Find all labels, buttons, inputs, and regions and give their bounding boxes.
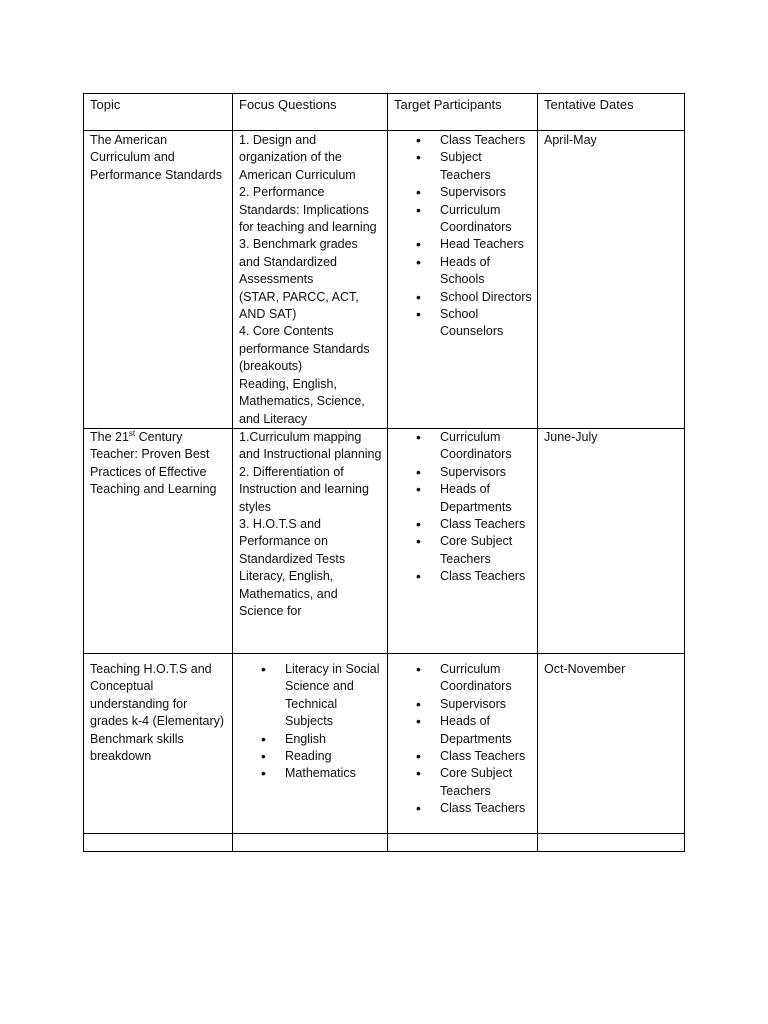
list-item: • Mathematics: [239, 765, 382, 782]
participants-list: [394, 661, 532, 818]
focus-cell: [233, 654, 388, 834]
list-item: • Class Teachers: [394, 568, 532, 585]
dates-text: June-July: [544, 430, 598, 444]
table-header-row: [84, 94, 685, 131]
list-item: • Subject Teachers: [394, 149, 532, 184]
topic-prefix: The 21: [90, 430, 129, 444]
list-item: • Supervisors: [394, 464, 532, 481]
empty-cell: [538, 834, 685, 852]
list-item: • School Directors: [394, 289, 532, 306]
focus-list: [239, 661, 382, 783]
table-row: [84, 429, 685, 654]
focus-line: 2. Performance Standards: Implications for teaching and learning: [239, 185, 377, 235]
list-item: • School Counselors: [394, 306, 532, 341]
dates-cell: [538, 131, 685, 429]
list-item: • Curriculum Coordinators: [394, 661, 532, 696]
topic-line: grades k-4 (Elementary): [90, 714, 225, 729]
header-focus-questions: Focus Questions: [239, 97, 337, 112]
focus-line: 3. Benchmark grades and Standardized Assessments: [239, 237, 358, 287]
empty-row: [84, 834, 685, 852]
dates-cell: [538, 654, 685, 834]
list-item: • Curriculum Coordinators: [394, 202, 532, 237]
list-item: • Reading: [239, 748, 382, 765]
focus-line: 2. Differentiation of Instruction and learning styles: [239, 464, 369, 514]
focus-line: 4. Core Contents performance Standards (breakouts): [239, 324, 370, 374]
list-item: • Heads of Schools: [394, 254, 532, 289]
topic-line: Benchmark skills breakdown: [90, 731, 184, 764]
focus-line: 1. Design and organization of the American Curriculum: [239, 133, 356, 182]
list-item: • Heads of Departments: [394, 481, 532, 516]
participants-cell: [388, 654, 538, 834]
header-cell: [388, 94, 538, 131]
list-item: • Literacy in Social Science and Technical Subjects: [239, 661, 382, 731]
participants-cell: [388, 131, 538, 429]
list-item: • Core Subject Teachers: [394, 533, 532, 568]
topic-superscript: st: [128, 428, 136, 438]
topic-line: Teaching H.O.T.S and Conceptual understanding for: [90, 662, 212, 711]
empty-cell: [388, 834, 538, 852]
header-cell: [538, 94, 685, 131]
header-topic: Topic: [90, 97, 121, 112]
table-row: [84, 654, 685, 834]
topic-cell: [84, 131, 233, 429]
list-item: • Class Teachers: [394, 748, 532, 765]
header-tentative-dates: Tentative Dates: [544, 97, 634, 112]
participants-list: [394, 132, 532, 341]
list-item: • Class Teachers: [394, 516, 532, 533]
topic-text: The American Curriculum and Performance Standards: [90, 133, 223, 182]
list-item: • Core Subject Teachers: [394, 765, 532, 800]
focus-line: Reading, English, Mathematics, Science, and Literacy: [239, 376, 365, 426]
header-cell: [84, 94, 233, 131]
dates-cell: [538, 429, 685, 654]
list-item: • Class Teachers: [394, 132, 532, 149]
list-item: • Heads of Departments: [394, 713, 532, 748]
topic-cell: [84, 654, 233, 834]
participants-cell: [388, 429, 538, 654]
dates-text: April-May: [544, 133, 597, 147]
list-item: • English: [239, 731, 382, 748]
list-item: • Head Teachers: [394, 236, 532, 253]
empty-cell: [84, 834, 233, 852]
focus-cell: [233, 429, 388, 654]
list-item: • Supervisors: [394, 696, 532, 713]
focus-line: (STAR, PARCC, ACT, AND SAT): [239, 289, 359, 322]
header-target-participants: Target Participants: [394, 97, 502, 112]
list-item: • Supervisors: [394, 184, 532, 201]
dates-text: Oct-November: [544, 662, 626, 676]
focus-cell: [233, 131, 388, 429]
focus-line: 1.Curriculum mapping and Instructional planning: [239, 430, 382, 462]
header-cell: [233, 94, 388, 131]
topic-cell: [84, 429, 233, 654]
focus-line: 3. H.O.T.S and Performance on Standardized Tests Literacy, English, Mathematics, and Science for: [239, 517, 346, 619]
table-row: [84, 131, 685, 429]
training-schedule-table: [83, 93, 685, 852]
participants-list: [394, 429, 532, 586]
empty-cell: [233, 834, 388, 852]
list-item: • Class Teachers: [394, 800, 532, 817]
list-item: • Curriculum Coordinators: [394, 429, 532, 464]
topic-rest: Century Teacher: Proven Best Practices of Effective Teaching and Learning: [90, 430, 217, 497]
